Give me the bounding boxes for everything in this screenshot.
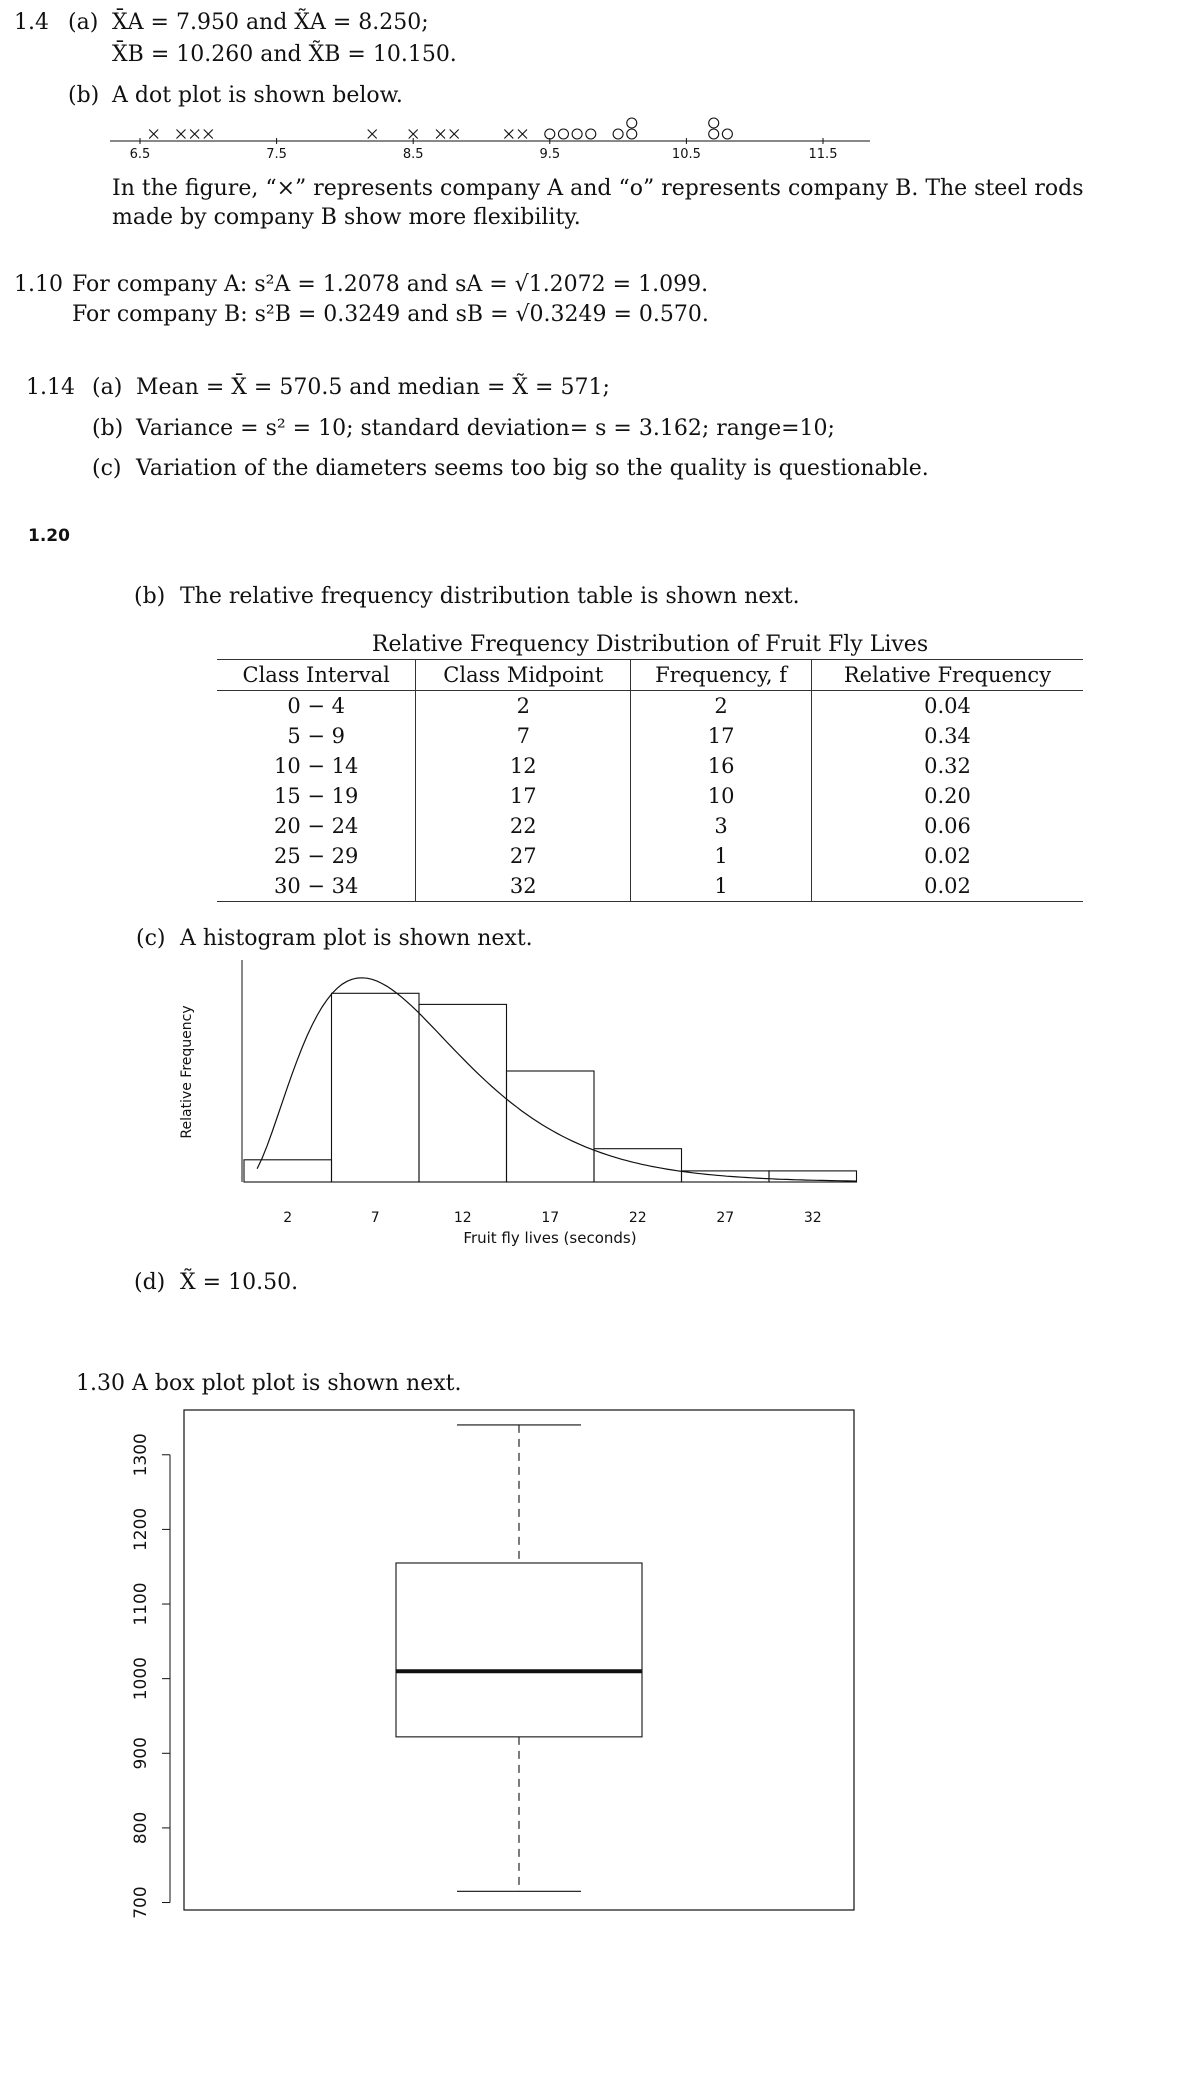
dot-plot-mark-company-a	[190, 130, 199, 139]
problem-1-14-b-text: Variance = s² = 10; standard deviation= s = 3.162; range=10;	[136, 416, 835, 441]
dot-plot-mark-company-b	[586, 129, 596, 139]
box-plot-tick-label: 700	[131, 1886, 151, 1919]
box-plot-tick-label: 1200	[131, 1507, 151, 1552]
problem-1-10-line1: For company A: s²A = 1.2078 and sA = √1.2072 = 1.099.	[72, 272, 709, 297]
problem-1-4-a-line1: X̄A = 7.950 and X̃A = 8.250;	[112, 10, 429, 35]
table-cell: 25 − 29	[274, 844, 359, 868]
table-row	[217, 721, 1083, 751]
box-plot-tick-label: 1100	[131, 1582, 151, 1626]
dot-plot-tick-label: 10.5	[671, 147, 701, 162]
problem-1-30-number: 1.30	[76, 1371, 125, 1396]
dot-plot-mark-company-a	[409, 130, 418, 139]
table-cell: 2	[416, 691, 631, 722]
histogram-tick-label: 12	[453, 1210, 472, 1226]
problem-1-14-number: 1.14	[26, 375, 75, 400]
histogram-tick-label: 27	[716, 1210, 735, 1226]
table-row	[217, 691, 1083, 722]
problem-1-20-d-label: (d)	[134, 1270, 166, 1295]
histogram-tick-label: 2	[283, 1210, 293, 1226]
problem-1-10-number: 1.10	[14, 272, 63, 297]
table-cell: 27	[416, 841, 631, 871]
table-cell: 3	[631, 811, 812, 841]
dot-plot	[100, 108, 880, 168]
histogram-bar	[332, 993, 420, 1182]
dot-plot-mark-company-a	[518, 130, 527, 139]
problem-1-4-number: 1.4	[14, 10, 49, 35]
problem-1-20-number: 1.20	[28, 526, 70, 546]
box-plot-tick-label: 800	[131, 1811, 151, 1845]
box-plot-tick-label: 1300	[131, 1433, 151, 1477]
histogram-x-label: Fruit fly lives (seconds)	[463, 1229, 637, 1247]
table-cell: 0.06	[811, 811, 1083, 841]
problem-1-14-c-text: Variation of the diameters seems too big so the quality is questionable.	[136, 456, 929, 481]
problem-1-4-caption-line1: In the figure, “×” represents company A and “o” represents company B. The steel rods	[112, 176, 1084, 201]
dot-plot-tick-label: 8.5	[402, 147, 424, 162]
table-cell: 17	[416, 781, 631, 811]
problem-1-14-a-label: (a)	[92, 375, 123, 400]
table-cell: 0.02	[811, 871, 1083, 902]
dot-plot-mark-company-b	[572, 129, 582, 139]
table-cell: 17	[631, 721, 812, 751]
histogram-bar	[507, 1071, 595, 1182]
histogram-y-label: Relative Frequency	[179, 1005, 195, 1139]
table-cell: 15 − 19	[274, 784, 359, 808]
relative-frequency-table	[217, 632, 1083, 902]
table-row	[217, 871, 1083, 902]
dot-plot-mark-company-a	[450, 130, 459, 139]
problem-1-14-c-label: (c)	[92, 456, 122, 481]
problem-1-4-a-line2: X̄B = 10.260 and X̃B = 10.150.	[112, 42, 457, 67]
table-cell: 0.34	[811, 721, 1083, 751]
problem-1-4-b-text: A dot plot is shown below.	[112, 83, 403, 108]
dot-plot-tick-label: 6.5	[129, 147, 151, 162]
histogram-tick-label: 7	[370, 1210, 380, 1226]
problem-1-20-b-label: (b)	[134, 584, 166, 609]
table-header-class-midpoint: Class Midpoint	[416, 660, 631, 691]
table-row	[217, 841, 1083, 871]
density-curve	[257, 978, 856, 1181]
table-cell: 16	[631, 751, 812, 781]
problem-1-20-d-text: X̃ = 10.50.	[180, 1270, 299, 1295]
table-header-frequency: Frequency, f	[631, 660, 812, 691]
dot-plot-mark-company-b	[722, 129, 732, 139]
problem-1-4-b-label: (b)	[68, 83, 100, 108]
table-cell: 0.02	[811, 841, 1083, 871]
dot-plot-mark-company-a	[368, 130, 377, 139]
problem-1-14-b-label: (b)	[92, 416, 124, 441]
table-cell: 0 − 4	[287, 694, 346, 718]
table-cell: 0.20	[811, 781, 1083, 811]
problem-1-30-text: A box plot plot is shown next.	[132, 1371, 462, 1396]
table-caption: Relative Frequency Distribution of Fruit Fly Lives	[371, 632, 929, 657]
table-cell: 10 − 14	[274, 754, 359, 778]
table-cell: 5 − 9	[287, 724, 346, 748]
table-cell: 2	[631, 691, 812, 722]
table-row	[217, 811, 1083, 841]
table-cell: 10	[631, 781, 812, 811]
box-plot-box	[396, 1563, 642, 1737]
dot-plot-mark-company-b	[558, 129, 568, 139]
dot-plot-mark-company-b	[709, 118, 719, 128]
dot-plot-mark-company-b	[627, 118, 637, 128]
table-cell: 7	[416, 721, 631, 751]
dot-plot-mark-company-a	[149, 130, 158, 139]
table-row	[217, 751, 1083, 781]
problem-1-14-a-text: Mean = X̄ = 570.5 and median = X̃ = 571;	[136, 375, 610, 400]
problem-1-20-b-text: The relative frequency distribution table is shown next.	[180, 584, 800, 609]
histogram-chart	[160, 950, 880, 1260]
dot-plot-mark-company-b	[627, 129, 637, 139]
table-cell: 12	[416, 751, 631, 781]
table-cell: 32	[416, 871, 631, 902]
dot-plot-mark-company-b	[545, 129, 555, 139]
dot-plot-mark-company-a	[436, 130, 445, 139]
dot-plot-mark-company-a	[204, 130, 213, 139]
histogram-bar	[594, 1149, 682, 1182]
table-cell: 1	[631, 841, 812, 871]
table-cell: 0.32	[811, 751, 1083, 781]
histogram-tick-label: 17	[541, 1210, 560, 1226]
problem-1-4-a-label: (a)	[68, 10, 99, 35]
histogram-bar	[419, 1004, 507, 1182]
table-cell: 20 − 24	[274, 814, 359, 838]
problem-1-20-c-label: (c)	[136, 926, 166, 951]
table-header-class-interval: Class Interval	[217, 660, 416, 691]
box-plot-tick-label: 900	[131, 1737, 151, 1770]
box-plot-tick-label: 1000	[131, 1657, 151, 1701]
box-plot	[110, 1400, 870, 1930]
table-cell: 30 − 34	[217, 871, 416, 902]
dot-plot-tick-label: 9.5	[539, 147, 561, 162]
dot-plot-tick-label: 7.5	[266, 147, 287, 162]
table-cell: 22	[416, 811, 631, 841]
dot-plot-mark-company-a	[176, 130, 185, 139]
histogram-tick-label: 22	[628, 1210, 647, 1226]
histogram-tick-label: 32	[803, 1210, 822, 1226]
table-cell: 0.04	[811, 691, 1083, 722]
problem-1-4-caption-line2: made by company B show more flexibility.	[112, 205, 581, 230]
dot-plot-mark-company-a	[504, 130, 513, 139]
problem-1-10-line2: For company B: s²B = 0.3249 and sB = √0.3249 = 0.570.	[72, 302, 709, 327]
histogram-bar	[244, 1160, 332, 1182]
table-row	[217, 781, 1083, 811]
table-header-row	[217, 660, 1083, 691]
dot-plot-tick-label: 11.5	[808, 147, 838, 162]
table-header-relative-frequency: Relative Frequency	[811, 660, 1083, 691]
table-cell: 1	[631, 871, 812, 902]
dot-plot-mark-company-b	[709, 129, 719, 139]
problem-1-20-c-text: A histogram plot is shown next.	[180, 926, 533, 951]
dot-plot-mark-company-b	[613, 129, 623, 139]
